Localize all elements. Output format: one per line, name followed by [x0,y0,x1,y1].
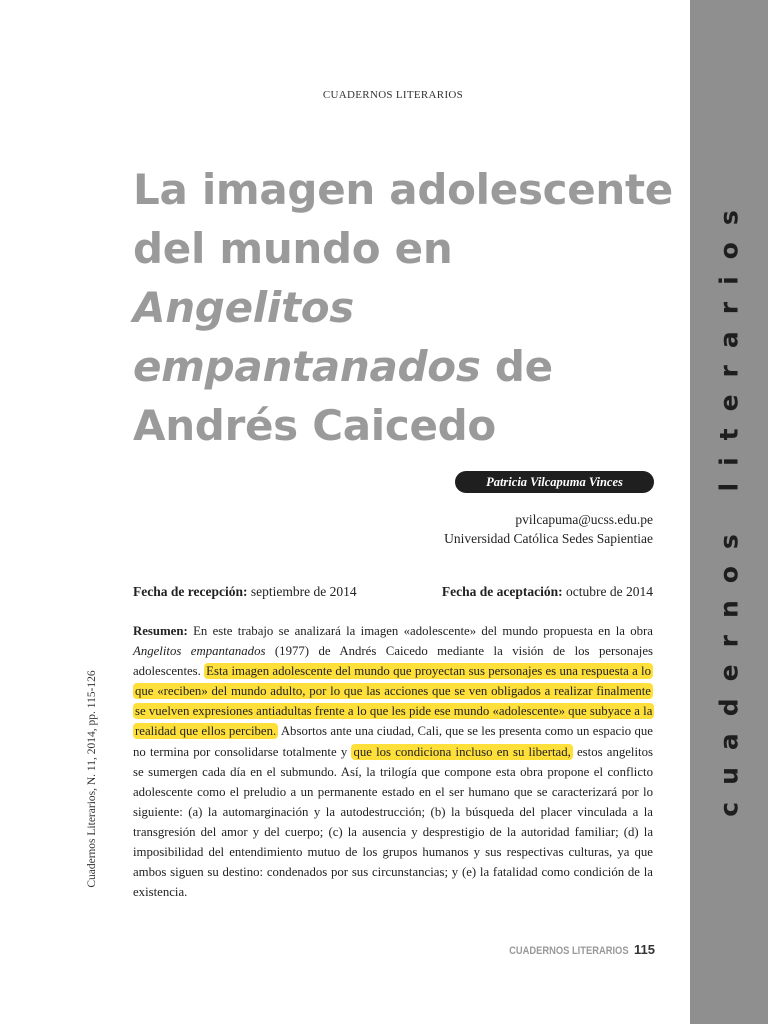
journal-side-bar [690,0,768,1024]
title-part-1: La imagen adolescente del mundo en [133,165,673,273]
article-title [133,160,678,455]
abstract-book-title: Angelitos empantanados [133,644,266,659]
highlight-1[interactable]: Esta imagen adolescente del mundo que proyectan sus personajes es una respuesta a lo que «reciben» del mundo adulto, por lo que las acciones que se ven obligados a realizar finalmente se vuelven expresiones antiadultas frente a lo que les pide ese mundo «adolescente» que subyace a la realidad que ellos perciben. [135,664,653,739]
received-label: Fecha de recepción: [133,584,248,599]
received-value: septiembre de 2014 [250,584,357,599]
title-italic: Angelitos empantanados [133,283,481,391]
highlight-2[interactable]: que los condiciona incluso en su libertad, [353,744,571,759]
abstract-text-4: estos angelitos se sumergen cada día en el submundo. Así, la trilogía que compone esta obra propone el conflicto adolescente como el preludio a un permanente estado en el ser humano que se caracterizará por lo siguiente: (a) la automarginación y la autodestrucción; (b) la búsqueda del placer vinculada a la transgresión del amor y del cuerpo; (c) la ausencia y desprestigio de la autoridad familiar; (d) la imposibilidad del entendimiento mutuo de los grupos humanos y sus respectivas culturas, ya que ambos siguen su destino: condenados por sus circunstancias; y (e) la fatalidad como condición de la existencia. [133,744,653,900]
side-bar-text: cuadernos literarios [714,193,744,817]
abstract-text-3: Absortos ante una ciudad, Cali, que se les presenta como un espacio que no termina por consolidarse totalmente y [133,724,653,759]
running-head: CUADERNOS LITERARIOS [322,89,464,101]
abstract-label: Resumen: [133,624,188,638]
accepted-value: octubre de 2014 [566,584,653,599]
received-date [133,584,357,600]
page-footer [488,942,655,957]
footer-journal: CUADERNOS LITERARIOS [509,945,630,957]
title-part-2: de Andrés Caicedo [133,342,553,450]
author-affiliation [444,510,653,548]
author-name: Patricia Vilcapuma Vinces [455,471,654,493]
abstract [133,621,653,902]
author-institution: Universidad Católica Sedes Sapientiae [444,531,653,546]
author-email[interactable]: pvilcapuma@ucss.edu.pe [515,512,653,527]
article-dates [133,584,653,600]
side-citation: Cuadernos Literarios, N. 11, 2014, pp. 115-126 [86,670,98,888]
abstract-text-1: En este trabajo se analizará la imagen «adolescente» del mundo propuesta en la obra [187,624,653,638]
accepted-label: Fecha de aceptación: [441,584,563,599]
accepted-date [442,584,653,600]
page-number: 115 [634,942,655,957]
abstract-text-2: (1977) de Andrés Caicedo mediante la visión de los personajes adolescentes. [133,644,653,679]
